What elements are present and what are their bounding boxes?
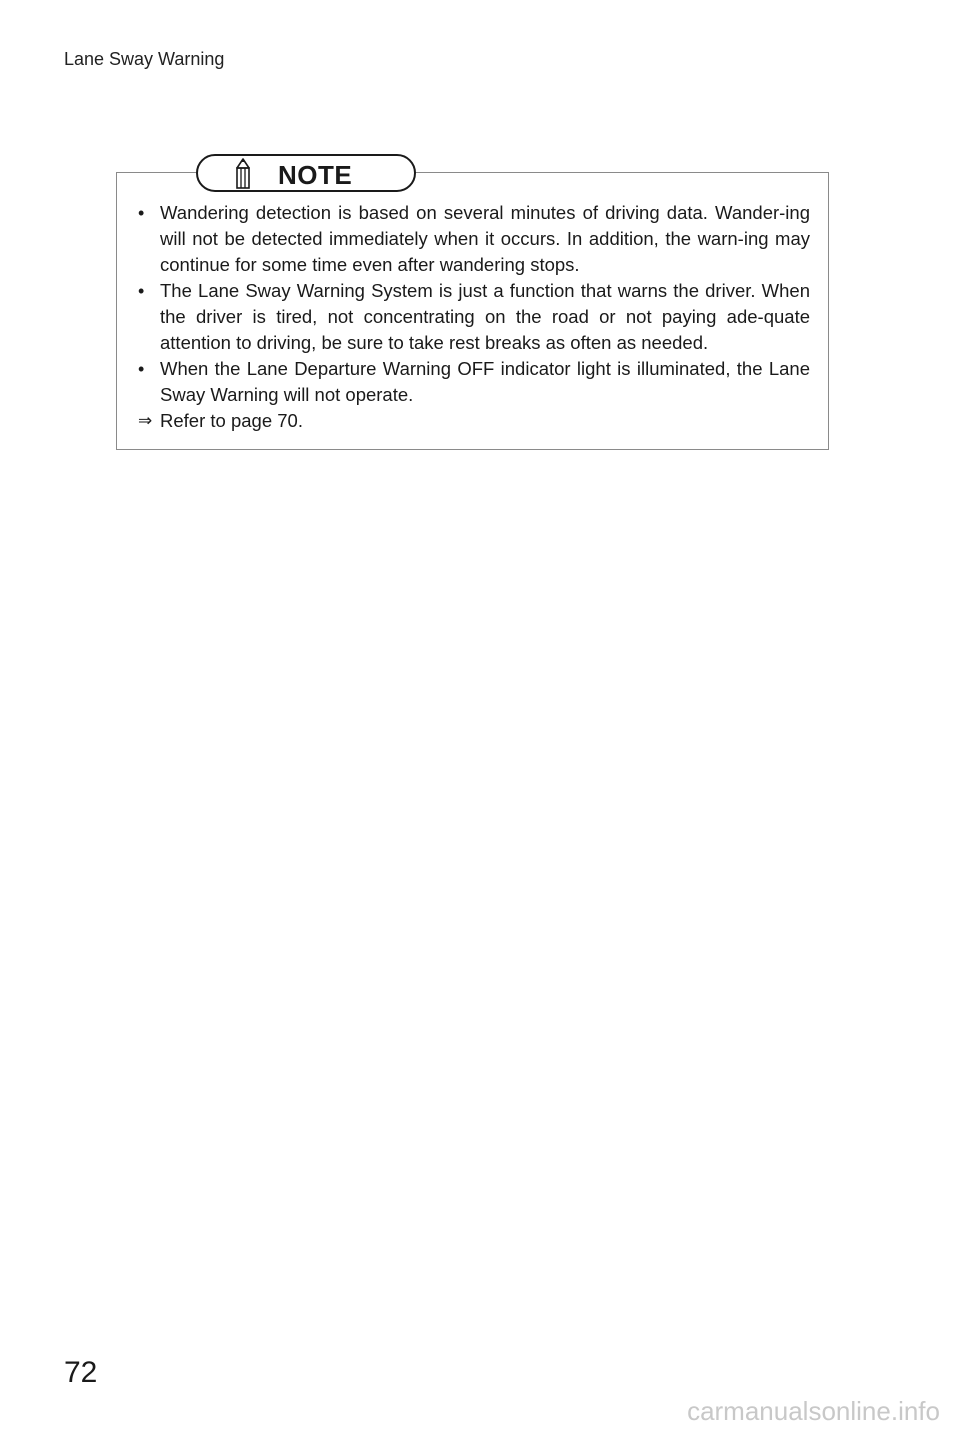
note-bullet-item (138, 356, 810, 408)
bullet-dot-icon: • (138, 281, 145, 301)
page-reference-text: Refer to page 70. (160, 410, 303, 431)
running-header: Lane Sway Warning (64, 49, 225, 69)
pencil-icon (234, 158, 252, 190)
note-content (138, 200, 810, 434)
note-bullet-text: When the Lane Departure Warning OFF indicator light is illuminated, the Lane Sway Warning will not operate. (160, 358, 810, 405)
note-bullet-item (138, 200, 810, 278)
bullet-dot-icon: • (138, 203, 145, 223)
page-number: 72 (64, 1356, 98, 1389)
note-bullet-text: The Lane Sway Warning System is just a function that warns the driver. When the driver is tired, not concentrating on the road or not paying ade-quate attention to driving, be sure to take rest breaks as often as needed. (160, 280, 810, 353)
note-tab (196, 154, 416, 192)
note-label: NOTE (278, 160, 353, 190)
right-double-arrow-icon: ⇒ (138, 411, 153, 431)
note-bullet-text: Wandering detection is based on several minutes of driving data. Wander-ing will not be detected immediately when it occurs. In addition, the warn-ing may continue for some time even after wandering stops. (160, 202, 810, 275)
note-bullet-item (138, 278, 810, 356)
page-reference (138, 408, 810, 434)
bullet-dot-icon: • (138, 359, 145, 379)
watermark: carmanualsonline.info (687, 1396, 940, 1426)
